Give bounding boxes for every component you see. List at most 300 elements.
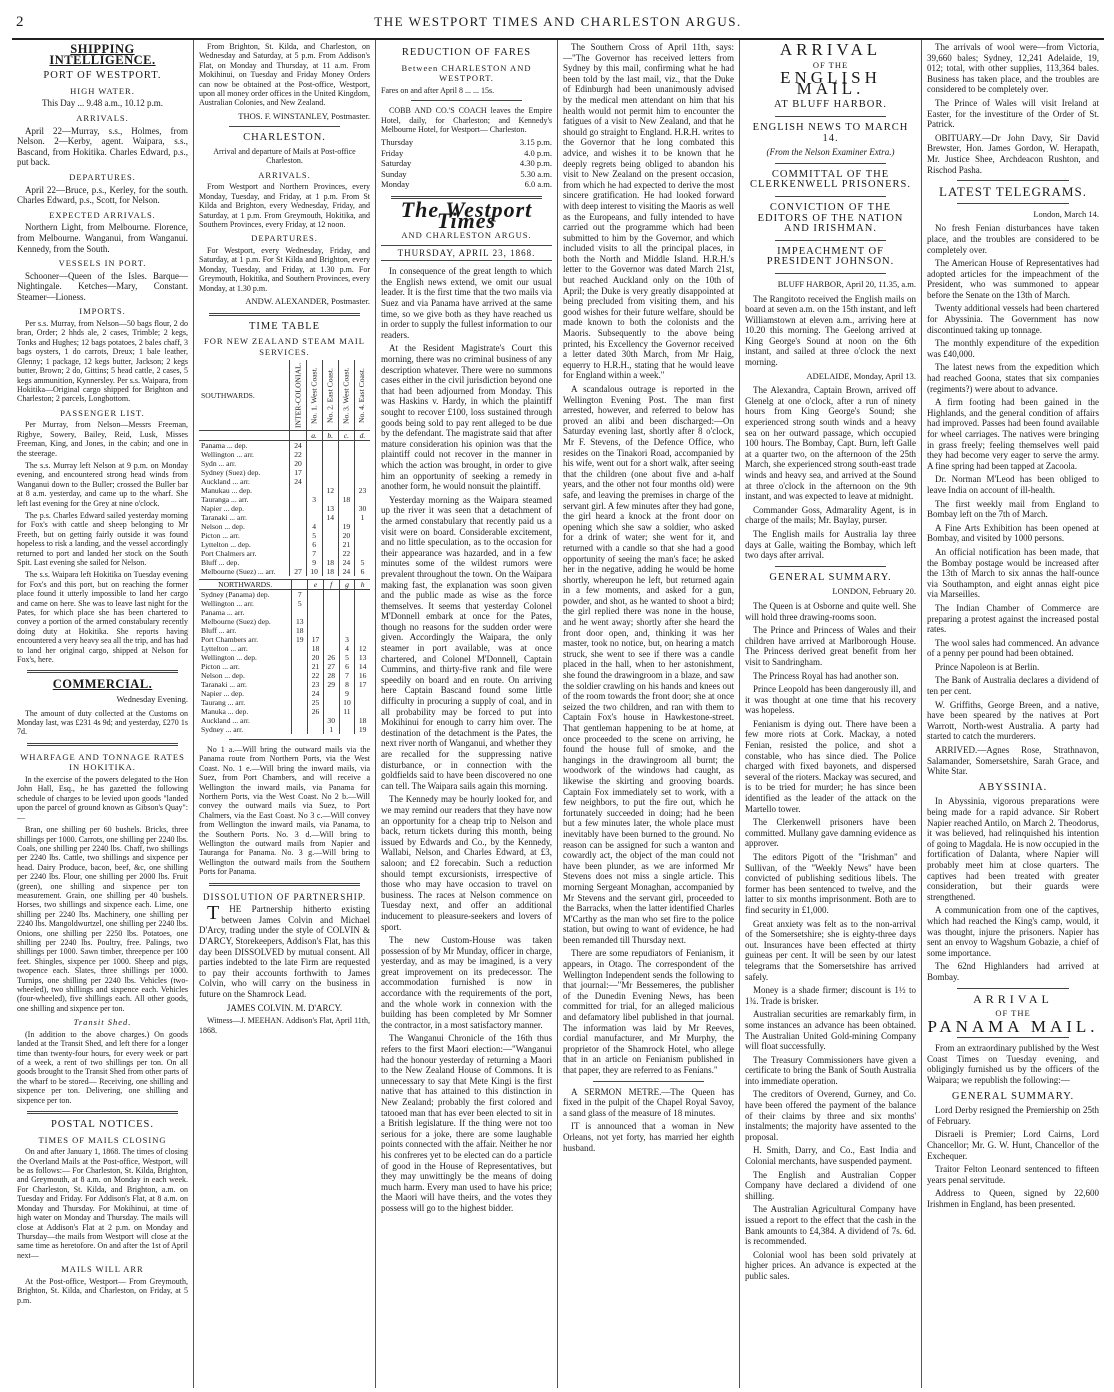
- timetable-cell: [354, 440, 370, 450]
- column-2: [194, 40, 376, 1388]
- charleston-arrivals-label: ARRIVALS.: [258, 169, 311, 180]
- timetable-row: [199, 671, 370, 680]
- timetable-cell: [339, 626, 355, 635]
- abyssinia-2: A communication from one of the captives, which had reached the King's camp, would, it was thought, injure the prisoners. Napier has sent an envoy to Wagshum Gobazie, a chief of some importance.: [927, 905, 1099, 958]
- news-sermon: A SERMON METRE.—The Queen has fixed in the pulpit of the Chapel Royal Savoy, a sand glass of the measure of 18 minutes.: [563, 1086, 734, 1118]
- panama-arrival-heading: ARRIVAL: [973, 991, 1053, 1006]
- coach-day: Thursday: [381, 137, 414, 148]
- timetable-cell: [322, 468, 338, 477]
- tt-letter-f: f: [323, 579, 339, 589]
- news-woman: IT is announced that a woman in New Orleans, not yet forty, has married her eighth husband.: [563, 1121, 734, 1153]
- timetable-cell: Panama ... dep.: [201, 440, 248, 450]
- timetable-cell: [308, 608, 324, 617]
- timetable-cell: 14: [355, 662, 370, 671]
- timetable-cell: Sydney ... arr.: [201, 724, 244, 734]
- panama-s2: Disraeli is Premier; Lord Cairns, Lord Chancellor; Mr. G. W. Hunt, Chancellor of the Exchequer.: [927, 1129, 1099, 1161]
- news-to-heading: ENGLISH NEWS TO MARCH 14.: [752, 121, 909, 144]
- newspaper-title: THE WESTPORT TIMES AND CHARLESTON ARGUS.: [374, 14, 742, 29]
- timetable-cell: [308, 599, 324, 608]
- obituary: OBITUARY.—Dr John Davy, Sir David Brewster, Hon. James Gordon, W. Herapath, Mr. Justice Shee, Archdeacon Rushton, and Rischod Pasha.: [927, 132, 1099, 175]
- telegram-13: Prince Napoleon is at Berlin.: [935, 661, 1040, 672]
- timetable-cell: [308, 716, 324, 725]
- timetable-cell: 18: [292, 626, 308, 635]
- timetable-cell: [323, 707, 339, 716]
- timetable-row: [199, 459, 370, 468]
- timetable-cell: 23: [354, 486, 370, 495]
- charleston-departures: For Westport, every Wednesday, Friday, and Saturday, at 1 p.m. For St Kilda and Brighton, every Monday, Tuesday, and Friday, at 1.30 p.m. For Greymouth, Hokitika, and Southern Provinces, every Monday, at 1.30 p.m.: [199, 246, 370, 293]
- timetable-cell: 7: [306, 549, 322, 558]
- of-the-label: OF THE: [812, 59, 849, 70]
- timetable-cell: 21: [308, 662, 324, 671]
- column-3: [376, 40, 558, 1388]
- timetable-row: [199, 716, 370, 725]
- timetable-cell: Taranaki ... arr.: [201, 512, 247, 522]
- tt-southwards-label: SOUTHWARDS.: [199, 360, 290, 430]
- timetable-cell: [323, 617, 339, 626]
- charleston-departures-label: DEPARTURES.: [251, 233, 318, 244]
- telegram-9: A Fine Arts Exhibition has been opened at Bombay, and visited by 1000 persons.: [927, 522, 1099, 544]
- timetable-cell: 26: [323, 653, 339, 662]
- timetable-cell: 22: [290, 450, 306, 459]
- timetable-cell: 30: [354, 504, 370, 513]
- postal-text: On and after January 1, 1868. The times of closing the Overland Mails at the Post-office, Westport, will be as follows:— For Charleston, St. Kilda, Brighton, and Greymouth, at 8 a.m. on Monday in each week. For Charleston, St. Kilda, and Brighton, a.m. on Tuesday and Friday. For Addison's Flat, at 8 a.m. on Monday and Thursday. For Mokihinui, at time of high water on Monday and Thursday. The mails will close at Addison's Flat at 2 p.m. on Monday and Thursday—the mails from Westport will close at the same time as heretofore. On and after the 1st of April next—: [17, 1147, 188, 1260]
- timetable-cell: 12: [322, 486, 338, 495]
- transit-text: (In addition to the above charges.) On goods landed at the Transit Shed, and left there for a longer time than twenty-four hours, for every week or part of a week, a rent of two shillings per ton. On all goods brought to the Transit Shed from other parts of the wharf to be stored— Receiving, one shilling and sixpence per ton. Delivering, one shilling and sixpence per ton.: [17, 1029, 188, 1105]
- headline-3: IMPEACHMENT OF PRESIDENT JOHNSON.: [766, 245, 895, 268]
- summary-p11: The editors Pigott of the "Irishman" and Sullivan, of the "Weekly News" have been convicted of publishing seditious libels. The former has been sentenced to twelve, and the latter to six months imprisonment. Both are to find security in £1,000.: [745, 852, 916, 915]
- telegram-3: Twenty additional vessels had been chartered for Abyssinia. The Government has now discontinued taking up tonnage.: [927, 303, 1099, 335]
- fares-text: Fares on and after April 8 ... ... 15s.: [381, 85, 495, 95]
- port-heading: PORT OF WESTPORT.: [43, 70, 162, 82]
- timetable-cell: [323, 608, 339, 617]
- coach-day: Monday: [381, 179, 410, 190]
- timetable-cell: Picton ... arr.: [201, 530, 240, 540]
- news-outrage: A scandalous outrage is reported in the Wellington Evening Post. The man first arrested, however, and referred to below has proved an alibi and been discharged:—On Saturday evening last, shortly after 8 o'clock, Mr F. Stevens, of the Defence Office, who resides on the Tinakori Road, accompanied by his wife, went out for a short walk, after seeing that the children (one about five and a-half years, and the other not four months old) were safe, and leaving the premises in charge of the servant girl. A few minutes after they had gone, the girl heard a knock at the front door on opening which she saw a soldier, who asked for a drink of water; she went for it, and returned with a candle so that she had a good opportunity of seeing the man's face; he asked her in the negative, adding he would be home shortly, whereupon he left, but returned again in a few moments, and asked for a gun, powder, and shot, as he wanted to shoot a bird; the girl replied there was none in the house, and he went away; shortly after she heard the front door open, and, thinking it was her master, took no notice, but, on hearing a match struck, she went to see if there was a candle placed in the hall, when to her astonishment, she found the drawingroom in a blaze, and saw the soldier crawling on his hands and knees out of the room towards the front door; she at once seized the two children, and ran with them to Captain Fox's house in Hawkestone-street. That gentleman happening to be at home, at once proceeded to the scene on arriving, he found the house full of smoke, and the hangings in the drawingroom all burnt; the woodwork of the windows had caught, as likewise the skirting and grooving boards. Captain Fox immediately set to work, with a few neighbors, to put the fire out, which he fortunately succeeded in doing; had he been but a few minutes later, the whole place must inevitably have been burned to the ground. No reason can be assigned for such a wanton and cowardly act, the object of the man could not have been plunder, as we are informed Mr Stevens does not miss a single article. This morning Sergeant Monaghan, accompanied by Mr Stevens and the servant girl, proceeded to the Barracks, when the latter identified Charles M'Carthy as the man who set fire to the police station, but owing to want of evidence, he had been remanded till Thursday next.: [563, 384, 734, 945]
- timetable-cell: Melbourne (Suez) dep.: [201, 616, 271, 626]
- timetable-cell: [339, 617, 355, 626]
- timetable-cell: [355, 698, 370, 707]
- column-5: [740, 40, 922, 1388]
- headline-2: CONVICTION OF THE EDITORS OF THE NATION AND IRISHMAN.: [757, 201, 904, 235]
- wool-p1: The arrivals of wool were—from Victoria, 39,660 bales; Sydney, 12,241 Adelaide, 19, 012; total, with other supplies, 113,364 bales. Business has taken place, and the troubles are considered to be completely over.: [927, 42, 1099, 95]
- timetable-cell: [308, 725, 324, 734]
- summary-p6: The Prince and Princess of Wales and their children have arrived at Marlborough House. The Princess derived great benefit from her visit to Sandringham.: [745, 625, 916, 667]
- timetable-cell: 24: [338, 558, 354, 567]
- wharfage-heading: WHARFAGE AND TONNAGE RATES IN HOKITIKA.: [20, 751, 185, 773]
- timetable-cell: [355, 626, 370, 635]
- coach-time-row: [381, 179, 552, 190]
- timetable-cell: [323, 626, 339, 635]
- telegram-6: A firm footing had been gained in the Highlands, and the general condition of affairs had improved. Passes had been found available for wheel carriages. The natives were bringing in grass freely; feeling themselves well paid they had become very eager to serve the army. A fine spring had been tapped at Zacoola.: [927, 397, 1099, 471]
- timetable-row: [199, 617, 370, 626]
- summary-p8: Prince Leopold has been dangerously ill, and it was thought at one time that his recovery was hopeless.: [745, 684, 916, 716]
- timetable-cell: Panama ... arr.: [201, 607, 245, 617]
- telegram-7: Dr. Norman M'Leod has been obliged to leave India on account of ill-health.: [927, 474, 1099, 495]
- timetable-cell: Auckland ... arr.: [201, 715, 250, 725]
- timetable-cell: [354, 549, 370, 558]
- telegram-10: An official notification has been made, that the Bombay postage would be increased after the 13th of March to six annas the half-ounce via Southampton, and eight annas eight pice via Marseilles.: [927, 546, 1099, 600]
- summary-p20: Colonial wool has been sold privately at higher prices. An advance is expected at the public sales.: [745, 1249, 916, 1281]
- timetable-cell: [354, 477, 370, 486]
- page-number: 2: [16, 14, 24, 30]
- mails-arrive-label: MAILS WILL ARR: [61, 1264, 144, 1275]
- timetable-cell: Wellington ... arr.: [201, 598, 254, 608]
- timetable-row: [199, 653, 370, 662]
- timetable-cell: [306, 468, 322, 477]
- tt-inter-colonial-label: INTER-COLONIAL.: [290, 360, 306, 430]
- timetable-cell: [292, 662, 308, 671]
- timetable-cell: 13: [292, 617, 308, 626]
- in-port-label: VESSELS IN PORT.: [58, 258, 147, 269]
- editorial-2: At the Resident Magistrate's Court this morning, there was no criminal business of any description whatever. There were no summons cases either in the civil jurisdiction beyond one that had been adjourned from Monday. This was Haskins v. Hardy, in which the plaintiff sought to recover £100, loss sustained through goods being sold to pay rent alleged to be due by the defendant. The magistrate said that after mature consideration his opinion was that the plaintiff could not recover in the manner in which the action was brought, in order to give him an opportunity of seeking a remedy in another form, he would nonsuit the plaintiff.: [381, 343, 552, 492]
- timetable-cell: 1: [354, 513, 370, 522]
- summary-p15: The Treasury Commissioners have given a certificate to bring the Bank of South Australia into immediate operation.: [745, 1054, 916, 1086]
- column-6: [922, 40, 1104, 1388]
- coach-time: 4.30 p.m.: [519, 158, 552, 169]
- departures-text: April 22—Bruce, p.s., Kerley, for the south. Charles Edward, p.s., Scott, for Nelson.: [17, 184, 188, 206]
- timetable-sub: FOR NEW ZEALAND STEAM MAIL SERVICES.: [204, 336, 365, 357]
- telegram-8: The first weekly mail from England to Bombay left on the 7th of March.: [927, 498, 1099, 520]
- timetable-row: [199, 477, 370, 486]
- editorial-5: The new Custom-House was taken possession of by Mr Munday, officer in charge, yesterday, and as may be imagined, is a very great improvement on its predecessor. The accommodation furnished is now in accordance with the requirements of the port, and the whole work in connexion with the building has been completed by Mr Somner the contractor, in a most satisfactory manner.: [381, 935, 552, 1030]
- timetable-row: [199, 495, 370, 504]
- summary-p10: The Clerkenwell prisoners have been committed. Mullany gave damning evidence as approver.: [745, 817, 916, 849]
- timetable-cell: [355, 608, 370, 617]
- timetable-cell: 22: [338, 549, 354, 558]
- postmaster-signature-1: THOS. F. WINSTANLEY, Postmaster.: [238, 110, 370, 121]
- timetable-cell: [308, 589, 324, 599]
- timetable-row: [199, 549, 370, 558]
- tt-letter-h: h: [355, 579, 370, 589]
- timetable-cell: [355, 589, 370, 599]
- tt-letter-e: e: [308, 579, 324, 589]
- timetable-cell: [354, 468, 370, 477]
- summary-p13: Money is a shade firmer; discount is 1½ to 1¾. Trade is brisker.: [745, 985, 916, 1006]
- timetable-cell: 4: [306, 522, 322, 531]
- timetable-cell: 6: [354, 567, 370, 576]
- timetable-row: [199, 644, 370, 653]
- abyssinia-1: In Abyssinia, vigorous preparations were being made for a rapid advance. Sir Robert Napier reached Antilo, on March 2. Theodorus, it was believed, had relinquished his intention of going to Magdala. He is now occupied in the fortification of Dalanta, where Napier will probably meet him at close quarters. The captives had been treated with greater consideration, but their guards were strengthened.: [927, 796, 1099, 902]
- latest-telegrams-heading: LATEST TELEGRAMS.: [939, 184, 1087, 200]
- imports-text: Per s.s. Murray, from Nelson—50 bags flour, 2 do bran, Order; 2 hhds ale, 2 cases, Trimble; 2 kegs, Tonks and Hughes; 12 bags potatoes, 2 bales chaff, 3 bags oysters, 1 do carrots, Dreux; 1 bale leather, Glenny; 1 package, 12 kegs butter, Jackson; 2 kegs butter, Brown; 2 do, Gittins; 5 head cattle, 2 cases, 5 kegs ammunition, Kynnersley. Per s.s. Waipara, from Hokitika—Original cargo shipped for Brighton and Charleston; 2 parcels, Longbottom.: [17, 319, 188, 404]
- timetable-row: [199, 599, 370, 608]
- timetable-south: [199, 360, 370, 576]
- timetable-cell: [292, 707, 308, 716]
- timetable-cell: [308, 617, 324, 626]
- timetable-cell: [338, 513, 354, 522]
- timetable-cell: 3: [339, 635, 355, 644]
- timetable-cell: [339, 589, 355, 599]
- timetable-cell: Taurang ... arr.: [201, 697, 246, 707]
- editorial-4: The Kennedy may be hourly looked for, and we may remind our readers that they have now an opportunity for a cheap trip to Nelson and back, return tickets during this month, being issued by Edwards and Co., by the Kennedy, Wallabi, Nelson, and Charles Edward, at £3, saloon; and £2 forecabin. Such a reduction should tempt excursionists, irrespective of those who may have occasion to travel on business. The races at Nelson commence on Tuesday next, and offer an additional inducement to pleasure-seekers and lovers of sport.: [381, 794, 552, 932]
- timetable-row: [199, 662, 370, 671]
- timetable-cell: 27: [323, 662, 339, 671]
- summary-p5: The Queen is at Osborne and quite well. She will hold three drawing-rooms soon.: [745, 600, 916, 622]
- summary-p18: The English and Australian Copper Company have declared a dividend of one shilling.: [745, 1169, 916, 1201]
- timetable-cell: [306, 459, 322, 468]
- timetable-cell: 19: [338, 522, 354, 531]
- coach-time-row: [381, 148, 552, 159]
- timetable-cell: 5: [292, 599, 308, 608]
- timetable-cell: 7: [292, 589, 308, 599]
- arrival-heading: ARRIVAL: [779, 40, 882, 59]
- timetable-cell: 11: [339, 707, 355, 716]
- timetable-cell: 7: [339, 671, 355, 680]
- tt-letter-g: g: [339, 579, 355, 589]
- timetable-cell: [322, 477, 338, 486]
- summary-p12: Great anxiety was felt as to the non-arrival of the Somersetshire; she is eighty-three days out. Insurances have been effected at thirty guineas per cent. It will be seen by our latest telegrams that the Somersetshire has arrived safely.: [745, 918, 916, 982]
- commercial-heading: COMMERCIAL.: [52, 677, 153, 692]
- timetable-row: [199, 513, 370, 522]
- timetable-cell: Sydn ... arr.: [201, 458, 237, 468]
- telegram-15: W. Griffiths, George Breen, and a native, have been speared by the natives at Port Warrott, North-west Australia. A party had started to catch the murderers.: [927, 699, 1099, 742]
- timetable-cell: [323, 599, 339, 608]
- timetable-cell: 17: [308, 635, 324, 644]
- in-port-text: Schooner—Queen of the Isles. Barque—Nightingale. Ketches—Mary, Constant. Steamer—Lioness.: [17, 270, 188, 302]
- telegram-12: The wool sales had commenced. An advance of a penny per pound had been obtained.: [927, 637, 1099, 659]
- timetable-cell: [292, 698, 308, 707]
- timetable-cell: 24: [290, 440, 306, 450]
- timetable-row: [199, 531, 370, 540]
- fares-sub: Between CHARLESTON AND WESTPORT.: [401, 62, 532, 84]
- shipping-news-1: The s.s. Murray left Nelson at 9 p.m. on Monday evening, and encountered strong head winds from Wanganui down to the Buller; crossed the Buller bar at 8 a.m. yesterday, and came up to the wharf. She left last evening for the Grey at nine o'clock.: [17, 460, 188, 508]
- timetable-cell: 20: [338, 531, 354, 540]
- timetable-row: [199, 725, 370, 734]
- timetable-cell: [355, 635, 370, 644]
- london-dateline: LONDON, February 20.: [832, 586, 916, 597]
- timetable-heading: TIME TABLE: [248, 320, 321, 332]
- timetable-cell: 6: [339, 662, 355, 671]
- coach-times: [381, 137, 552, 190]
- timetable-cell: 18: [308, 644, 324, 653]
- timetable-cell: Taranaki ... arr.: [201, 679, 247, 689]
- timetable-cell: 5: [339, 653, 355, 662]
- timetable-cell: Bluff ... dep.: [201, 557, 240, 567]
- timetable-cell: [354, 459, 370, 468]
- mail-p1: The Rangitoto received the English mails on board at seven a.m. on the 15th instant, and left Williamstown at eleven a.m., arriving here at 10.20 this morning. The Geelong arrived at King George's Sound at noon on the 6th instant, and sailed at three o'clock the next morning.: [745, 293, 916, 368]
- dissolution-witness: Witness—J. MEEHAN. Addison's Flat, April 11th, 1868.: [199, 1016, 370, 1035]
- timetable-cell: [323, 698, 339, 707]
- timetable-cell: 27: [290, 567, 306, 576]
- bluff-dateline: BLUFF HARBOR, April 20, 11.35, a.m.: [777, 278, 916, 289]
- timetable-cell: Manuka ... dep.: [201, 706, 249, 716]
- timetable-cell: [338, 468, 354, 477]
- timetable-cell: Lyttelton ... dep.: [201, 539, 251, 549]
- timetable-cell: [338, 450, 354, 459]
- timetable-cell: 5: [354, 558, 370, 567]
- timetable-cell: 8: [339, 680, 355, 689]
- coach-text: COBB AND CO.'S COACH leaves the Empire Hotel, daily, for Charleston; and Kennedy's Melbourne Hotel, for Westport— Charleston.: [381, 106, 552, 134]
- paper-subtitle: AND CHARLESTON ARGUS.: [401, 230, 532, 241]
- expected-text: Northern Light, from Melbourne. Florence, from Melbourne. Wanganui, from Wanganui. Kennedy, from the South.: [17, 222, 188, 254]
- arrivals-label: ARRIVALS.: [76, 112, 129, 123]
- coach-time-row: [381, 137, 552, 148]
- tt-col-2: No. 2. East Coast.: [322, 360, 338, 430]
- tt-northwards-label: NORTHWARDS.: [199, 579, 292, 589]
- panama-s3: Traitor Felton Leonard sentenced to fifteen years penal servitude.: [927, 1164, 1099, 1185]
- timetable-cell: [338, 440, 354, 450]
- telegram-5: The latest news from the expedition which had reached Goona, states that six companies (regiments?) were about to advance.: [927, 362, 1099, 394]
- shipping-news-2: The p.s. Charles Edward sailed yesterday morning for Fox's with cattle and sheep belonging to Mr Freeth, but on getting fairly outside it was found hopeless to risk a landing, and the vessel accordingly returned to port and landed her stock on the South Spit. Last evening she sailed for Nelson.: [17, 510, 188, 567]
- timetable-cell: [323, 635, 339, 644]
- timetable-cell: 24: [290, 477, 306, 486]
- timetable-cell: [354, 531, 370, 540]
- timetable-cell: [292, 608, 308, 617]
- headline-1: COMMITTAL OF THE CLERKENWELL PRISONERS.: [749, 168, 912, 191]
- at-bluff-heading: AT BLUFF HARBOR.: [774, 99, 887, 111]
- timetable-cell: 21: [338, 540, 354, 549]
- timetable-row: [199, 589, 370, 599]
- timetable-cell: 19: [355, 725, 370, 734]
- timetable-cell: 14: [322, 513, 338, 522]
- coach-time: 5.30 a.m.: [520, 168, 552, 179]
- timetable-cell: 18: [322, 558, 338, 567]
- timetable-row: [199, 626, 370, 635]
- english-mail-heading: ENGLISH MAIL.: [780, 68, 881, 98]
- news-fenianism: There are some repudiators of Fenianism, it appears, in Otago. The correspondent of the Wellington Independent sends the following to that journal:—"Mr Bessemeres, the publisher of the Dunedin Evening News, has been committed for trial, for an alleged malicious and defamatory libel published in that journal. The information was laid by Mr Reeves, cordial manufacturer, and Mr Murphy, the proprietor of the Shamrock Hotel, who allege that in an article on Fenianism published in that paper, they are referred to as Fenians.": [563, 948, 734, 1075]
- mail-p2: The Alexandra, Captain Brown, arrived off Glenelg at one o'clock, after a run of ninety hours from King George's Sound; she experienced strong south winds and a heavy sea on her outward passage, which occupied 100 hours. The Bombay, Capt. Burn, left Galle at a quarter two, on the afternoon of the 25th March, she experienced strong south-east trade winds and heavy sea, and arrived at the Sound at three o'clock in the afternoon on the 9th instant, and was expected to leave at midnight.: [745, 385, 916, 502]
- timetable-cell: [322, 440, 338, 450]
- timetable-cell: [290, 522, 306, 531]
- timetable-cell: Sydney (Suez) dep.: [201, 467, 261, 477]
- abyssinia-3: The 62nd Highlanders had arrived at Bombay.: [927, 961, 1099, 982]
- timetable-cell: Port Chalmers arr.: [201, 548, 257, 558]
- charleston-sub: Arrival and departure of Mails at Post-office Charleston.: [213, 147, 356, 166]
- timetable-cell: Bluff ... arr.: [201, 625, 237, 635]
- timetable-cell: Manukau ... dep.: [201, 485, 253, 495]
- timetable-cell: Nelson ... dep.: [201, 670, 245, 680]
- timetable-row: [199, 567, 370, 576]
- mails-arrive-text: At the Post-office, Westport— From Greymouth, Brighton, St. Kilda, and Charleston, on Friday, at 5 p.m.: [17, 1276, 188, 1305]
- masthead: [12, 14, 1104, 40]
- fares-heading: REDUCTION OF FARES: [401, 47, 532, 58]
- commercial-date: Wednesday Evening.: [116, 694, 188, 705]
- editorial-3: Yesterday morning as the Waipara steamed up the river it was seen that a detachment of the armed constabulary that recently paid us a visit were on board. Considerable excitement, and no little speculation, as to the occasion for their appearance was hazarded, and in a few minutes some of the wildest rumors were prevalent throughout the town. On the Waipara making fast, the explanation was soon given and the public made as wise as the force themselves. It seems that yesterday Colonel M'Donnell embark at once for the Pates, though no reasons for the sudden order were given. Accordingly the Waipara, the only steamer in port available, was at once chartered, and Colonel M'Donnell, Captain Cummins, and thirty-five rank and file were speedily on board and en route. On arriving here Captain Bascand found some little difficulty in procuring a supply of coal, and in all probability may be forced to put into Mokihinui for enough to carry him over. The destination of the detachment is the Pates, the next river north of Wanganui, and whether they are recalled for the suppressing native disturbance, or in connection with the goldfields said to have been discovered no one can tell. The Waipara sails again this morning.: [381, 494, 552, 791]
- arrivals-text: April 22—Murray, s.s., Holmes, from Nelson. 2—Kerby, agent. Waipara, s.s., Bascand, from Hokitika. Charles Edward, p.s., put back.: [17, 125, 188, 168]
- timetable-cell: [322, 459, 338, 468]
- editorial-1: In consequence of the great length to which the English news extend, we omit our usual leader. It is the first time that the two mails via Suez and via Panama have arrived at the same time, so we give both as they have reached us in order to supply the fullest information to our readers.: [381, 266, 552, 340]
- timetable-row: [199, 558, 370, 567]
- timetable-row: [199, 689, 370, 698]
- timetable-cell: Wellington ... arr.: [201, 449, 254, 459]
- timetable-cell: 10: [306, 567, 322, 576]
- timetable-cell: [338, 477, 354, 486]
- general-summary-heading: GENERAL SUMMARY.: [769, 571, 892, 583]
- timetable-cell: [322, 495, 338, 504]
- timetable-cell: 1: [323, 725, 339, 734]
- telegram-1: No fresh Fenian disturbances have taken place, and the troubles are considered to be completely over.: [927, 223, 1099, 255]
- timetable-cell: [290, 558, 306, 567]
- timetable-cell: [290, 495, 306, 504]
- timetable-cell: Sydney (Panama) dep.: [201, 589, 270, 599]
- timetable-cell: 10: [339, 698, 355, 707]
- timetable-cell: [290, 549, 306, 558]
- mail-p3: Commander Goss, Admarality Agent, is in charge of the mails; Mr. Baylay, purser.: [745, 504, 916, 526]
- adelaide-dateline: ADELAIDE, Monday, April 13.: [806, 370, 916, 381]
- timetable-cell: [306, 477, 322, 486]
- timetable-cell: [322, 522, 338, 531]
- timetable-cell: Napier ... dep.: [201, 503, 245, 513]
- coach-time: 3.15 p.m.: [519, 137, 552, 148]
- timetable-cell: [292, 671, 308, 680]
- timetable-cell: Auckland ... arr.: [201, 476, 250, 486]
- timetable-cell: [292, 653, 308, 662]
- tt-letter-c: c.: [338, 430, 354, 440]
- telegram-dateline: London, March 14.: [1033, 208, 1099, 219]
- timetable-row: [199, 486, 370, 495]
- departures-label: DEPARTURES.: [69, 171, 136, 182]
- timetable-cell: [306, 504, 322, 513]
- timetable-cell: [355, 689, 370, 698]
- telegram-11: The Indian Chamber of Commerce are preparing a protest against the increased postal rates.: [927, 602, 1099, 635]
- abyssinia-heading: ABYSSINIA.: [978, 781, 1048, 793]
- timetable-cell: [306, 513, 322, 522]
- telegram-2: The American House of Representatives had adopted articles for the impeachment of the President, who was summoned to appear before the Senate on the 13th of March.: [927, 258, 1099, 300]
- shipping-heading: SHIPPING INTELLIGENCE.: [49, 42, 156, 67]
- dissolution-signatures: JAMES COLVIN. M. D'ARCY.: [226, 1002, 343, 1013]
- timetable-cell: 20: [290, 459, 306, 468]
- from-nelson: (From the Nelson Examiner Extra.): [766, 147, 895, 158]
- timetable-cell: [338, 504, 354, 513]
- high-water-text: This Day ... 9.48 a.m., 10.12 p.m.: [42, 98, 163, 109]
- transit-shed-label: Transit Shed.: [73, 1017, 132, 1028]
- timetable-cell: Wellington ... dep.: [201, 652, 257, 662]
- timetable-cell: [290, 504, 306, 513]
- coach-time: 4.0 p.m.: [524, 147, 552, 158]
- timetable-cell: Nelson ... dep.: [201, 521, 245, 531]
- dateline: THURSDAY, APRIL 23, 1868.: [381, 245, 552, 262]
- coach-time-row: [381, 169, 552, 180]
- panama-mail-heading: PANAMA MAIL.: [927, 1016, 1099, 1036]
- timetable-cell: [308, 626, 324, 635]
- timetable-cell: [292, 680, 308, 689]
- timetable-cell: 24: [338, 567, 354, 576]
- timetable-cell: 23: [308, 680, 324, 689]
- summary-p9: Fenianism is dying out. There have been a few more riots at Cork. Mackay, a noted Fenian, resisted the police, and shot a constable, who has since died. The Police charged with fixed bayonets, and dispersed several of the rioters. Mackay was secured, and is to be tried for murder; he has since been identified as the leader of the attack on the Martello tower.: [745, 718, 916, 814]
- timetable-cell: Port Chambers arr.: [201, 634, 259, 644]
- coach-time-row: [381, 158, 552, 169]
- panama-s4: Address to Queen, signed by 22,600 Irishmen in England, has been presented.: [927, 1188, 1099, 1209]
- timetable-cell: [290, 486, 306, 495]
- timetable-cell: 13: [355, 653, 370, 662]
- timetable-cell: 16: [355, 671, 370, 680]
- shipping-news-3: The s.s. Waipara left Hokitika on Tuesday evening for Fox's and this port, but on reaching the former place found it utterly impossible to land her cargo and came on here. She was to leave last night for the Pates, for which place she has been chartered to convey a portion of the armed constabulary recently doing duty at Hokitika. She reports having encountered a very heavy sea all the trip, and has had to land her original cargo, shipped at Nelson for Fox's, here.: [17, 570, 188, 665]
- timetable-row: [199, 522, 370, 531]
- telegram-4: The monthly expenditure of the expedition was £40,000.: [927, 338, 1099, 359]
- timetable-cell: 4: [339, 644, 355, 653]
- timetable-cell: [323, 644, 339, 653]
- panama-intro: From an extraordinary published by the West Coast Times on Tuesday evening, and obligingly furnished us by the officers of the Waipara; we republish the following:—: [927, 1043, 1099, 1086]
- summary-p14: Australian securities are remarkably firm, in some instances an advance has been obtained. The Australian United Gold-mining Company will float successfully.: [745, 1009, 916, 1052]
- mail-p4: The English mails for Australia lay three days at Galle, waiting the Bombay, which left two days after arrival.: [745, 528, 916, 561]
- timetable-cell: [306, 440, 322, 450]
- coach-day: Saturday: [381, 158, 412, 169]
- timetable-row: [199, 440, 370, 450]
- timetable-row: [199, 707, 370, 716]
- timetable-cell: 9: [339, 689, 355, 698]
- telegram-16: ARRIVED.—Agnes Rose, Strathnavon, Salamander, Somersetshire, Sarah Grace, and White Star.: [927, 745, 1099, 777]
- news-duke: The Southern Cross of April 11th, says:—"The Governor has received letters from Sydney by this mail, confirming what he had been told by the last mail, viz., that the Duke of Edinburgh had been unanimously advised by the medical men attendant on him that his health would not permit him to encounter the fatigues of a visit to New Zealand, and that he should go straight to England. H.R.H. writes to the Governor that he long combated this advice, and wishes it to be known that he deeply regrets being obliged to abandon his visit to New Zealand on the present occasion, from which he had expected to derive the most sincere gratification. He had looked forward with deep interest to visiting the Maoris as well as the Europeans, and fully intended to have carried out the programme which had been submitted to him by the Governor, and which included visits to all the principal places, in both the North and Middle Island. H.R.H.'s letter to the Governor was dated March 21st, but reached Auckland only on the 10th of April; the Duke is very greatly disappointed at being precluded from visiting them, and his good wishes for their future welfare, should be made known to both the colonists and the Maoris. Subsequently to the above being printed, his Excellency the Governor received a letter dated 30th March, from Mr Haig, equerry to H.R.H., stating that he would leave for England within a week.": [563, 42, 734, 381]
- timetable-cell: [338, 459, 354, 468]
- dissolution-heading: DISSOLUTION OF PARTNERSHIP.: [203, 891, 366, 902]
- timetable-cell: 29: [323, 680, 339, 689]
- timetable-cell: 12: [355, 644, 370, 653]
- editorial-6: The Wanganui Chronicle of the 16th thus refers to the first Maori election:—"Wanganui had the honour yesterday of returning a Maori to the New Zealand House of Commons. It is unnecessary to say that Mete Kingi is the first native that has attained to this distinction in New Zealand; probably the first colored and tatooed man that has ever been elected to sit in a British legislature. If the thing were not too serious for a joke, there are some laughable points connected with the affair. Neither he nor his confreres yet to be elected can do a particle of good in the House of Representatives, but they may unwittingly be the means of doing much harm. Every man used to have his price; the Maori will have theirs, and the votes they possess will go to the highest bidder.: [381, 1033, 552, 1213]
- high-water-label: HIGH WATER.: [70, 85, 135, 96]
- timetable-cell: [290, 531, 306, 540]
- timetable-cell: [292, 644, 308, 653]
- summary-p19: The Australian Agricultural Company have issued a report to the effect that the cash in the Bank amounts to £4,384. A dividend of 7s. 6d. is recommended.: [745, 1204, 916, 1247]
